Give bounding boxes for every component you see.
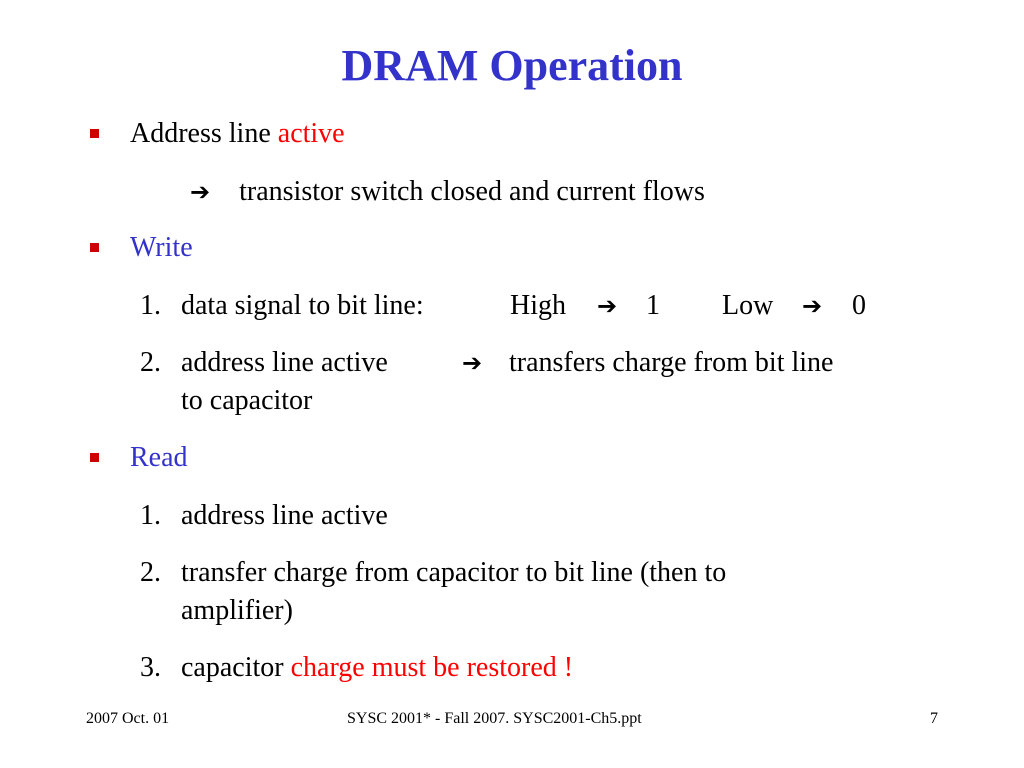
write-high-arrow [597, 289, 617, 323]
write-item-1-text [181, 289, 424, 323]
read-item-1-text: address line active [181, 500, 388, 531]
right-arrow-icon: ➔ [802, 292, 823, 320]
read-item-2-cont: amplifier) [181, 595, 293, 626]
sub-line-transistor [190, 175, 705, 209]
read-item-1-number: 1. [140, 500, 161, 531]
item-number: 2. [140, 347, 161, 378]
square-bullet-icon [90, 453, 99, 462]
square-bullet-icon [90, 129, 99, 138]
read-item-2-number: 2. [140, 557, 161, 588]
read-item-3-number: 3. [140, 652, 161, 683]
bullet-write: Write [130, 232, 193, 263]
footer-course: SYSC 2001* - Fall 2007. SYSC2001-Ch5.ppt [347, 710, 642, 727]
write-item-2-text: address line active [181, 347, 388, 378]
item-text: capacitor [181, 652, 291, 683]
item-number: 1. [140, 290, 161, 321]
write-high: High [510, 290, 566, 321]
read-item-3-text [181, 651, 573, 685]
footer-page-number: 7 [930, 710, 938, 727]
write-zero: 0 [852, 290, 866, 321]
read-item-2-text: transfer charge from capacitor to bit line (then to [181, 557, 727, 588]
write-item-2-arrow [462, 346, 482, 380]
slide-title: DRAM Operation [341, 41, 683, 90]
write-item-2-rest: transfers charge from bit line [509, 347, 834, 378]
footer-date: 2007 Oct. 01 [86, 710, 170, 727]
emphasis-text: charge must be restored ! [290, 652, 574, 683]
write-low-arrow [802, 289, 822, 323]
write-item-2 [140, 346, 161, 380]
right-arrow-icon: ➔ [462, 349, 483, 377]
right-arrow-icon: ➔ [190, 178, 211, 206]
write-item-1 [140, 289, 161, 323]
bullet-read: Read [130, 442, 188, 473]
write-item-2-cont: to capacitor [181, 385, 313, 416]
write-one: 1 [646, 290, 660, 321]
square-bullet-icon [90, 243, 99, 252]
bullet-address-line [130, 117, 345, 151]
bullet-text: Address line [130, 118, 278, 149]
right-arrow-icon: ➔ [597, 292, 618, 320]
item-text: data signal to bit line: [181, 290, 424, 321]
sub-line-text: transistor switch closed and current flows [239, 176, 705, 207]
emphasis-text: active [277, 118, 345, 149]
write-low: Low [722, 290, 774, 321]
